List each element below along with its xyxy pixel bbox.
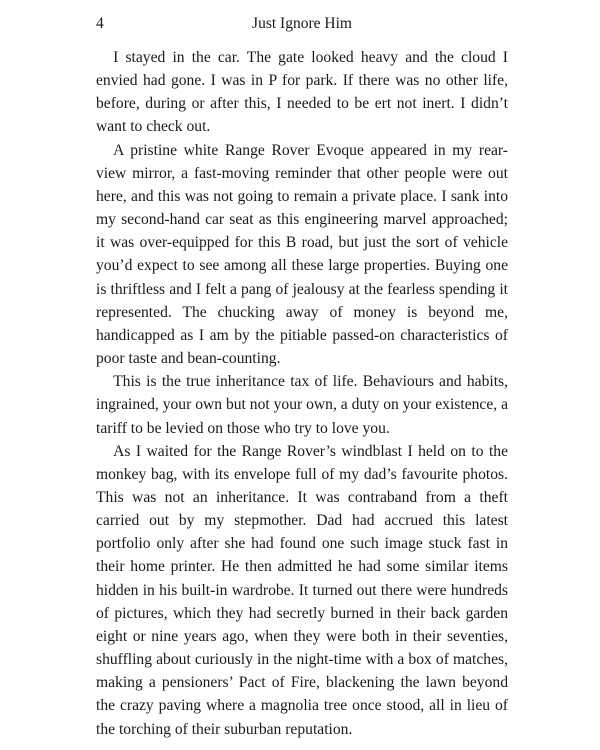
paragraph: A pristine white Range Rover Evoque appeared in my rear-view mirror, a fast-moving reminder that other people were out here, and this was not going to remain a private place. I sank into my second-hand car seat as this engineering marvel approached; it was over-equipped for this B road, but just the sort of vehicle you’d expect to see among all these large properties. Buying one is thriftless and I felt a pang of jealousy at the fearless spending it represented. The chucking away of money is beyond me, handicapped as I am by the pitiable passed-on characteristics of poor taste and bean-counting. [96,141,508,368]
body-text [96,46,508,741]
paragraph: This is the true inheritance tax of life. Behaviours and habits, ingrained, your own but not your own, a duty on your existence, a tariff to be levied on those who try to love you. [96,373,508,437]
page-number: 4 [96,15,104,32]
running-head [96,12,508,36]
paragraph: I stayed in the car. The gate looked heavy and the cloud I envied had gone. I was in P for park. If there was no other life, before, during or after this, I needed to be ert not inert. I didn’t want to check out. [96,49,508,136]
paragraph: As I waited for the Range Rover’s windblast I held on to the monkey bag, with its envelope full of my dad’s favourite photos. This was not an inheritance. It was contraband from a theft carried out by my stepmother. Dad had accrued this latest portfolio only after she had found one such image stuck fast in their home printer. He then admitted he had some similar items hidden in his built-in wardrobe. It turned out there were hundreds of pictures, which they had secretly burned in their back garden eight or nine years ago, when they were both in their seventies, shuffling about curiously in the night-time with a box of matches, making a pensioners’ Pact of Fire, blackening the lawn beyond the crazy paving where a magnolia tree once stood, all in lieu of the torching of their suburban reputation. [96,442,508,738]
book-title: Just Ignore Him [252,15,352,32]
